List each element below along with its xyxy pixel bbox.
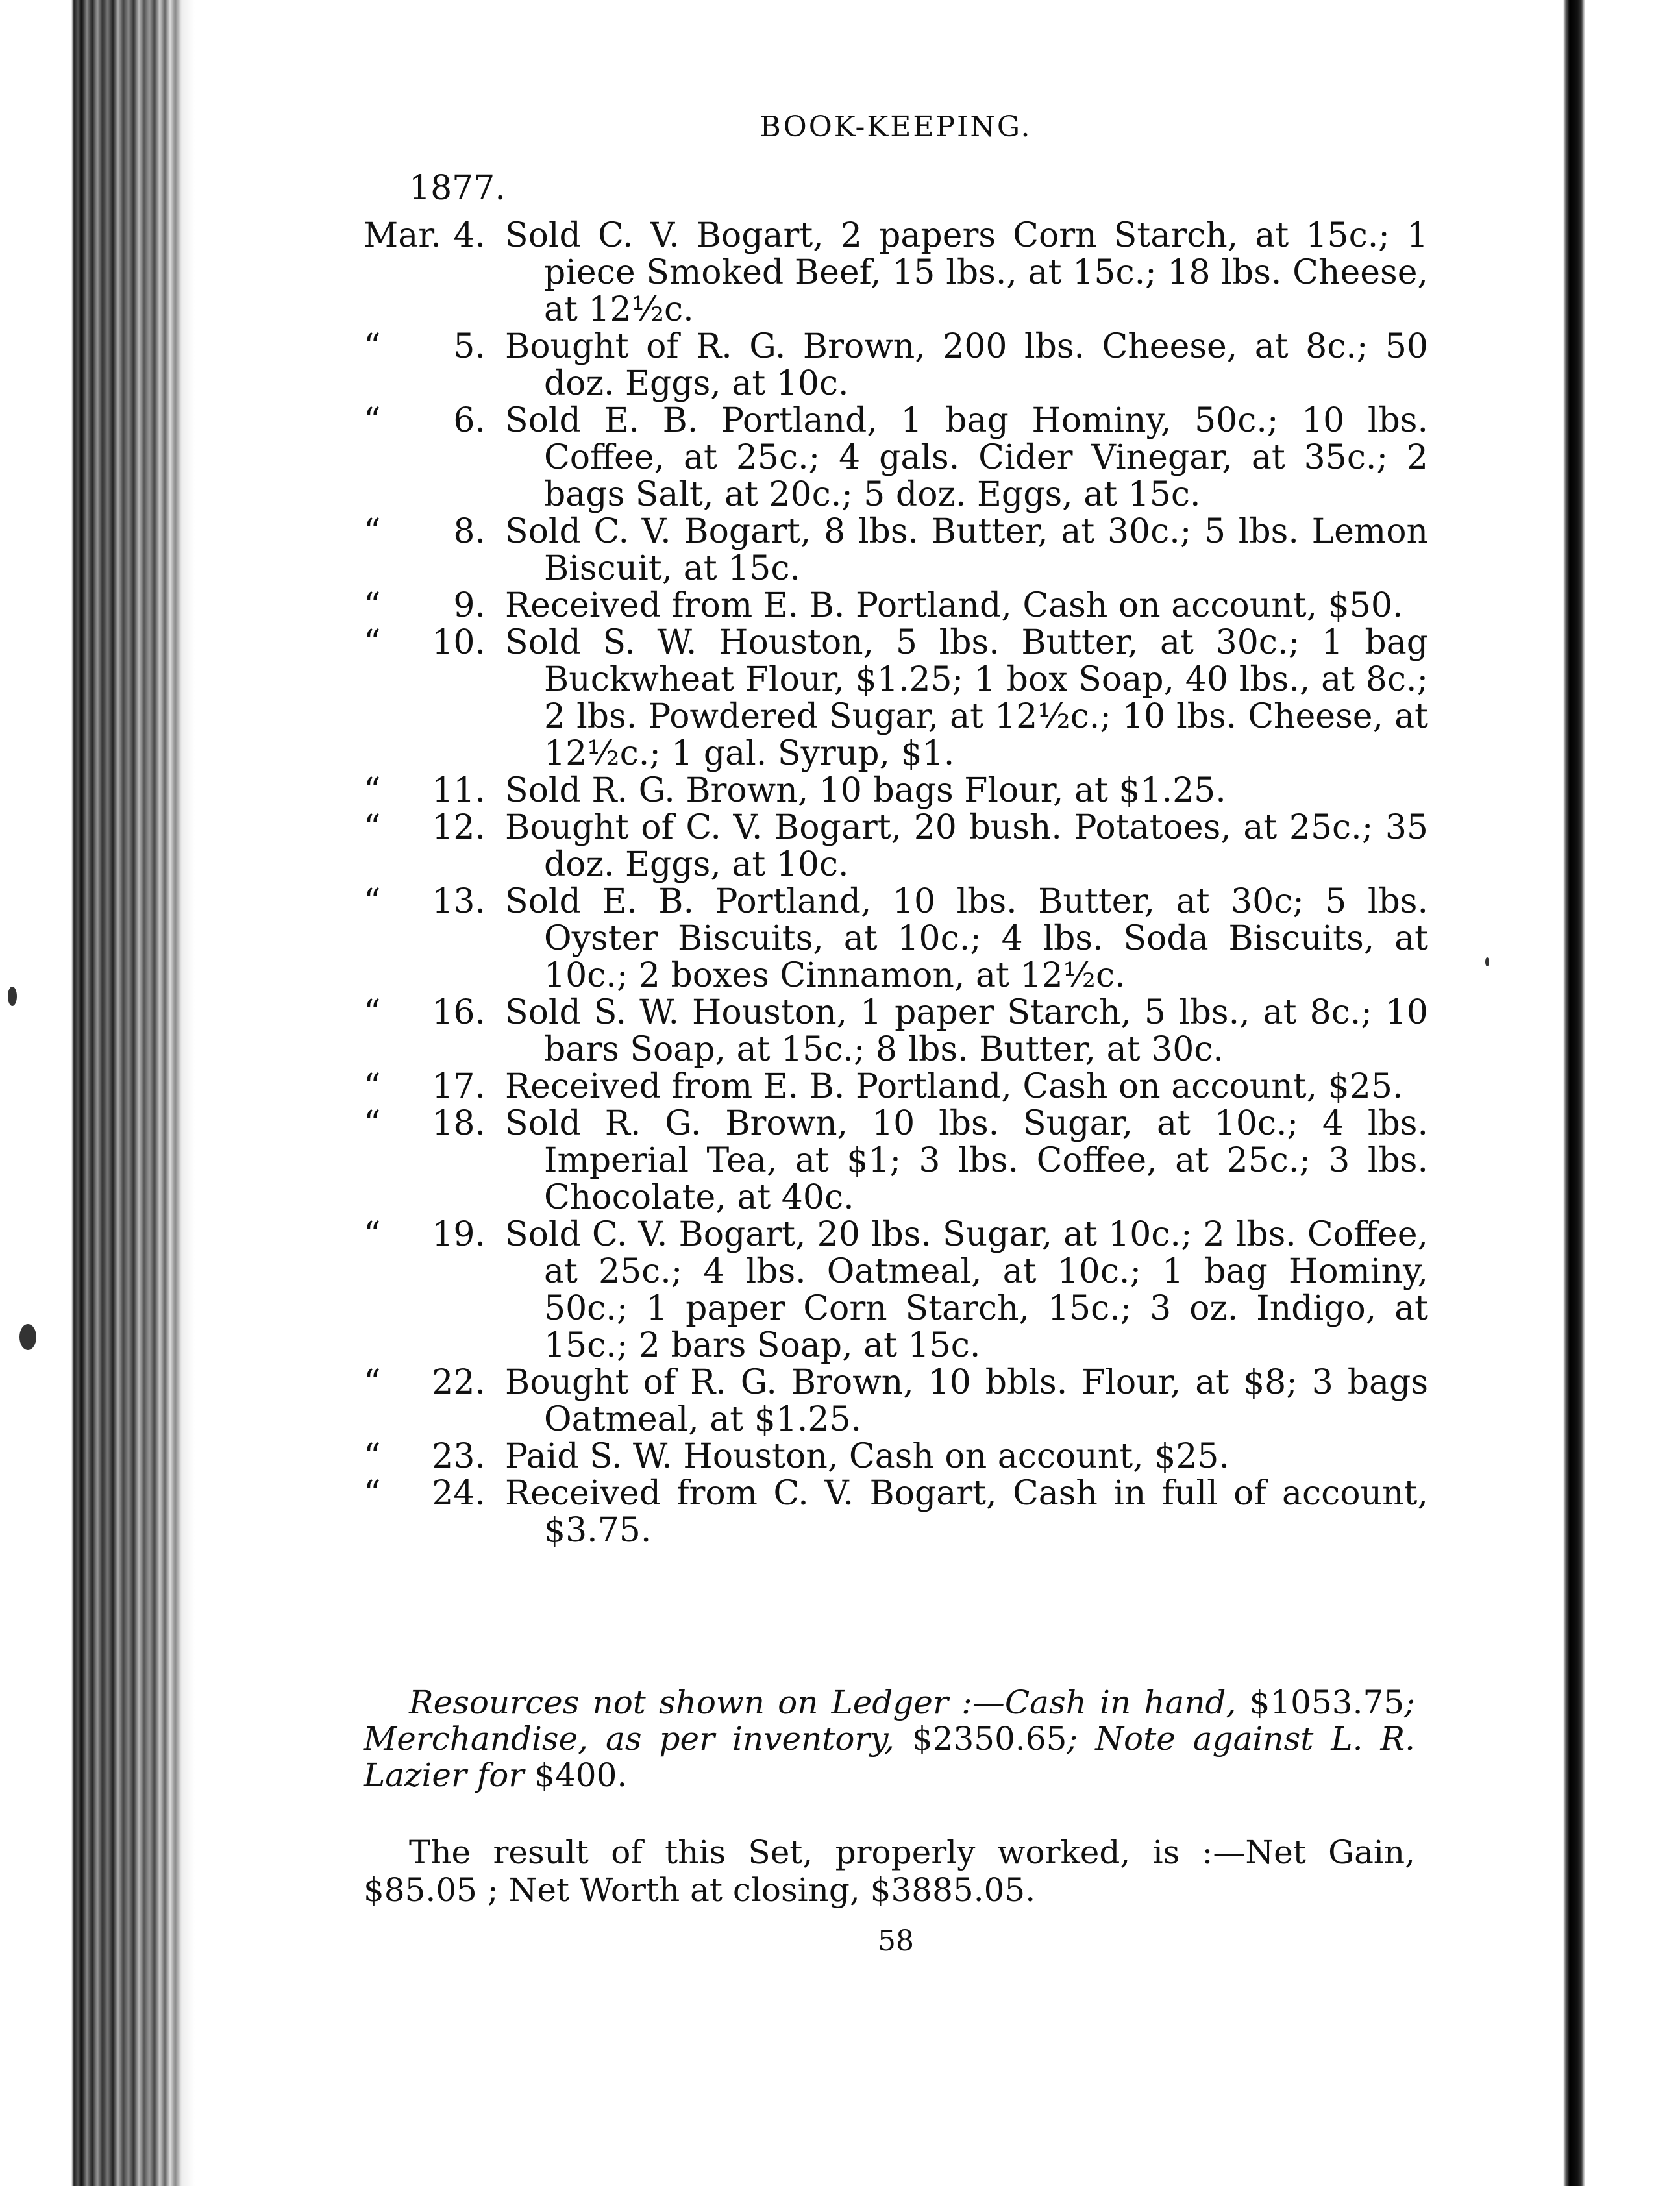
entry-month: “ [364,993,381,1032]
entry-day: 12. [432,808,486,847]
entry-month: “ [364,1474,381,1513]
entry-month: “ [364,1215,381,1254]
entry-text: Sold E. B. Portland, 1 bag Hominy, 50c.; 10 lbs. Coffee, at 25c.; 4 gals. Cider Vinegar, at 35c.; 2 bags Salt, at 20c.; 5 doz. Eggs, at 15c. [505,401,1428,514]
journal-entry [364,587,1428,624]
entry-text: Received from E. B. Portland, Cash on account, $25. [505,1067,1403,1106]
entry-day: 8. [453,512,486,551]
scan-speck [8,987,17,1006]
entry-day: 10. [432,623,486,662]
entry-text: Sold C. V. Bogart, 20 lbs. Sugar, at 10c.; 2 lbs. Coffee, at 25c.; 4 lbs. Oatmeal, at 10c.; 1 bag Hominy, 50c.; 1 paper Corn Starch, 15c.; 3 oz. Indigo, at 15c.; 2 bars Soap, at 15c. [505,1215,1428,1365]
entry-text: Sold E. B. Portland, 10 lbs. Butter, at 30c; 5 lbs. Oyster Biscuits, at 10c.; 4 lbs. Soda Biscuits, at 10c.; 2 boxes Cinnamon, at 12½c. [505,882,1428,995]
entry-day: 19. [432,1215,486,1254]
entry-month: “ [364,808,381,847]
entry-text: Bought of R. G. Brown, 200 lbs. Cheese, at 8c.; 50 doz. Eggs, at 10c. [505,327,1428,403]
resources-text-2: ; Merchandise, as per inventory, [364,1684,1415,1758]
journal-entry [364,217,1428,328]
entry-month: “ [364,586,381,625]
journal-entry [364,883,1428,994]
journal-entries [364,217,1428,1549]
journal-entry [364,402,1428,513]
entry-day: 9. [453,586,486,625]
book-binding-left [0,0,195,2186]
resources-amount-note: $400. [534,1756,628,1794]
entry-text: Sold R. G. Brown, 10 lbs. Sugar, at 10c.; 4 lbs. Imperial Tea, at $1; 3 lbs. Coffee, at 25c.; 3 lbs. Chocolate, at 40c. [505,1104,1428,1217]
entry-day: 5. [453,327,486,366]
entry-month: “ [364,401,381,440]
journal-entry [364,1216,1428,1364]
entry-month: “ [364,771,381,810]
entry-text: Sold C. V. Bogart, 2 papers Corn Starch, at 15c.; 1 piece Smoked Beef, 15 lbs., at 15c.; 18 lbs. Cheese, at 12½c. [505,216,1428,329]
entry-day: 17. [432,1067,486,1106]
resources-text-3: ; Note against L. R. Lazier for [364,1720,1415,1794]
scan-speck [19,1324,36,1350]
entry-text: Bought of C. V. Bogart, 20 bush. Potatoes, at 25c.; 35 doz. Eggs, at 10c. [505,808,1428,884]
entry-month: “ [364,623,381,662]
entry-day: 18. [432,1104,486,1143]
entry-month: “ [364,327,381,366]
entry-month: “ [364,882,381,921]
entry-text: Received from C. V. Bogart, Cash in full of account, $3.75. [505,1474,1428,1550]
resources-note [364,1684,1415,1793]
entry-text: Received from E. B. Portland, Cash on account, $50. [505,586,1403,625]
resources-text-1: Resources not shown on Ledger :—Cash in hand, [409,1684,1250,1721]
journal-entry [364,328,1428,402]
journal-entry [364,772,1428,809]
entry-month: “ [364,1067,381,1106]
journal-entry [364,1364,1428,1438]
scan-speck [1485,957,1489,966]
resources-amount-cash: $1053.75 [1249,1684,1405,1721]
entry-day: 11. [432,771,486,810]
entry-text: Sold S. W. Houston, 1 paper Starch, 5 lbs., at 8c.; 10 bars Soap, at 15c.; 8 lbs. Butter, at 30c. [505,993,1428,1069]
journal-entry [364,624,1428,772]
result-paragraph: The result of this Set, properly worked, is :—Net Gain, $85.05 ; Net Worth at closing, $3885.05. [364,1834,1415,1909]
page-number: 58 [878,1924,914,1958]
entry-text: Sold C. V. Bogart, 8 lbs. Butter, at 30c.; 5 lbs. Lemon Biscuit, at 15c. [505,512,1428,588]
entry-month: “ [364,1363,381,1402]
running-head: BOOK-KEEPING. [760,110,1032,143]
journal-entry [364,513,1428,587]
book-binding-right [1550,0,1680,2186]
journal-entry [364,1438,1428,1475]
entry-text: Paid S. W. Houston, Cash on account, $25. [505,1437,1230,1476]
book-page [364,97,1428,2070]
entry-day: 16. [432,993,486,1032]
entry-day: 24. [432,1474,486,1513]
journal-entry [364,1068,1428,1105]
entry-year: 1877. [409,169,506,208]
entry-day: 13. [432,882,486,921]
resources-amount-merchandise: $2350.65 [911,1720,1067,1758]
entry-text: Sold S. W. Houston, 5 lbs. Butter, at 30c.; 1 bag Buckwheat Flour, $1.25; 1 box Soap, 40 lbs., at 8c.; 2 lbs. Powdered Sugar, at 12½c.; 10 lbs. Cheese, at 12½c.; 1 gal. Syrup, $1. [505,623,1428,773]
journal-entry [364,809,1428,883]
entry-day: 23. [432,1437,486,1476]
entry-day: 6. [453,401,486,440]
entry-month: Mar. [364,216,441,255]
entry-month: “ [364,1437,381,1476]
entry-day: 22. [432,1363,486,1402]
journal-entry [364,1105,1428,1216]
entry-text: Bought of R. G. Brown, 10 bbls. Flour, at $8; 3 bags Oatmeal, at $1.25. [505,1363,1428,1439]
entry-day: 4. [453,216,486,255]
journal-entry [364,1475,1428,1549]
journal-entry [364,994,1428,1068]
entry-month: “ [364,512,381,551]
entry-text: Sold R. G. Brown, 10 bags Flour, at $1.25. [505,771,1226,810]
entry-month: “ [364,1104,381,1143]
